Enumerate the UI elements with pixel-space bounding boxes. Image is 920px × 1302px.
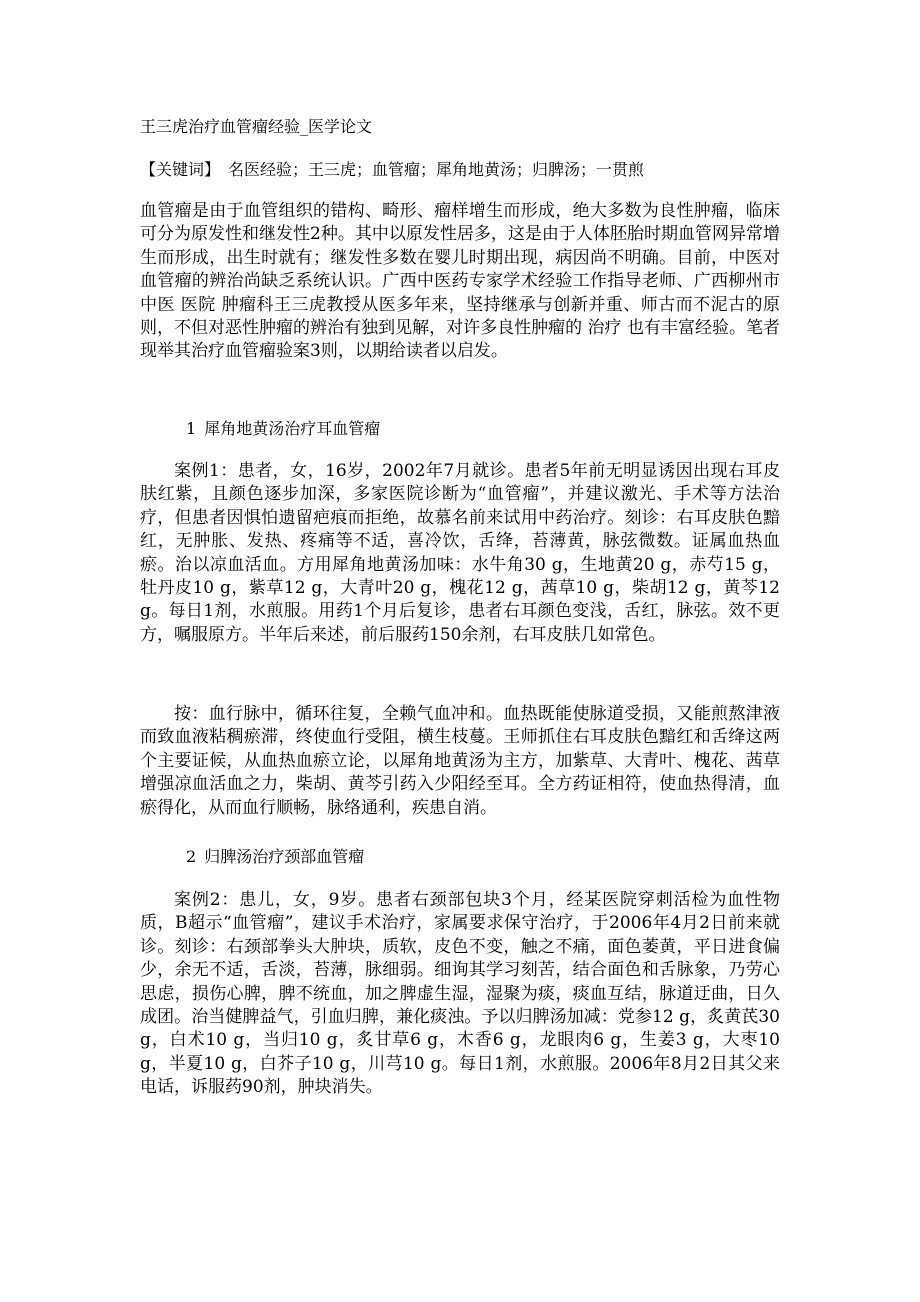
intro-paragraph: 血管瘤是由于血管组织的错构、畸形、瘤样增生而形成，绝大多数为良性肿瘤，临床可分为原发性和继发性2种。其中以原发性居多，这是由于人体胚胎时期血管网异常增生而形成，出生时就有；继发性多数在婴儿时期出现，病因尚不明确。目前，中医对血管瘤的辨治尚缺乏系统认识。广西中医药专家学术经验工作指导老师、广西柳州市中医 医院 肿瘤科王三虎教授从医多年来，坚持继承与创新并重、师古而不泥古的原则，不但对恶性肿瘤的辨治有独到见解，对许多良性肿瘤的 治疗 也有丰富经验。笔者现举其治疗血管瘤验案3则，以期给读者以启发。 (140, 201, 780, 362)
section-title: 犀角地黄汤治疗耳血管瘤 (204, 419, 381, 438)
keywords-text: 名医经验；王三虎；血管瘤；犀角地黄汤；归脾汤；一贯煎 (228, 160, 645, 179)
commentary-paragraph-1: 按：血行脉中，循环往复，全赖气血冲和。血热既能使脉道受损，又能煎熬津液而致血液粘稠瘀滞，终使血行受阻，横生枝蔓。王师抓住右耳皮肤色黯红和舌绛这两个主要证候，从血热血瘀立论，以犀角地黄汤为主方，加紫草、大青叶、槐花、茜草增强凉血活血之力，柴胡、黄芩引药入少阳经至耳。全方药证相符，使血热得清，血瘀得化，从而血行顺畅，脉络通利，疾患自消。 (140, 704, 780, 818)
case-paragraph-1: 案例1：患者，女，16岁，2002年7月就诊。患者5年前无明显诱因出现右耳皮肤红紫，且颜色逐步加深，多家医院诊断为“血管瘤”，并建议激光、手术等方法治疗，但患者因惧怕遗留疤痕而拒绝，故慕名前来试用中药治疗。刻诊：右耳皮肤色黯红，无肿胀、发热、疼痛等不适，喜冷饮，舌绛，苔薄黄，脉弦微数。证属血热血瘀。治以凉血活血。方用犀角地黄汤加味：水牛角30 g，生地黄20 g，赤芍15 g，牡丹皮10 g，紫草12 g，大青叶20 g，槐花12 g，茜草10 g，柴胡12 g，黄芩12 g。每日1剂，水煎服。用药1个月后复诊，患者右耳颜色变浅，舌红，脉弦。效不更方，嘱服原方。半年后来述，前后服药150余剂，右耳皮肤几如常色。 (140, 461, 780, 645)
keywords-label: 【关键词】 (140, 160, 221, 179)
section-heading-2 (186, 847, 364, 867)
section-number: 2 (186, 847, 197, 866)
document-title: 王三虎治疗血管瘤经验_医学论文 (140, 117, 373, 136)
case-paragraph-2: 案例2：患儿，女，9岁。患者右颈部包块3个月，经某医院穿刺活检为血性物质，B超示“血管瘤”，建议手术治疗，家属要求保守治疗，于2006年4月2日前来就诊。刻诊：右颈部拳头大肿块，质软，皮色不变，触之不痛，面色萎黄，平日进食偏少，余无不适，舌淡，苔薄，脉细弱。细询其学习刻苦，结合面色和舌脉象，乃劳心思虑，损伤心脾，脾不统血，加之脾虚生湿，湿聚为痰，痰血互结，脉道迂曲，日久成团。治当健脾益气，引血归脾，兼化痰浊。予以归脾汤加减：党参12 g，炙黄芪30 g，白术10 g，当归10 g，炙甘草6 g，木香6 g，龙眼肉6 g，生姜3 g，大枣10 g，半夏10 g，白芥子10 g，川芎10 g。每日1剂，水煎服。2006年8月2日其父来电话，诉服药90剂，肿块消失。 (140, 890, 780, 1098)
keywords-line (140, 160, 644, 180)
section-heading-1 (186, 419, 380, 439)
section-title: 归脾汤治疗颈部血管瘤 (204, 847, 365, 866)
section-number: 1 (186, 419, 197, 438)
